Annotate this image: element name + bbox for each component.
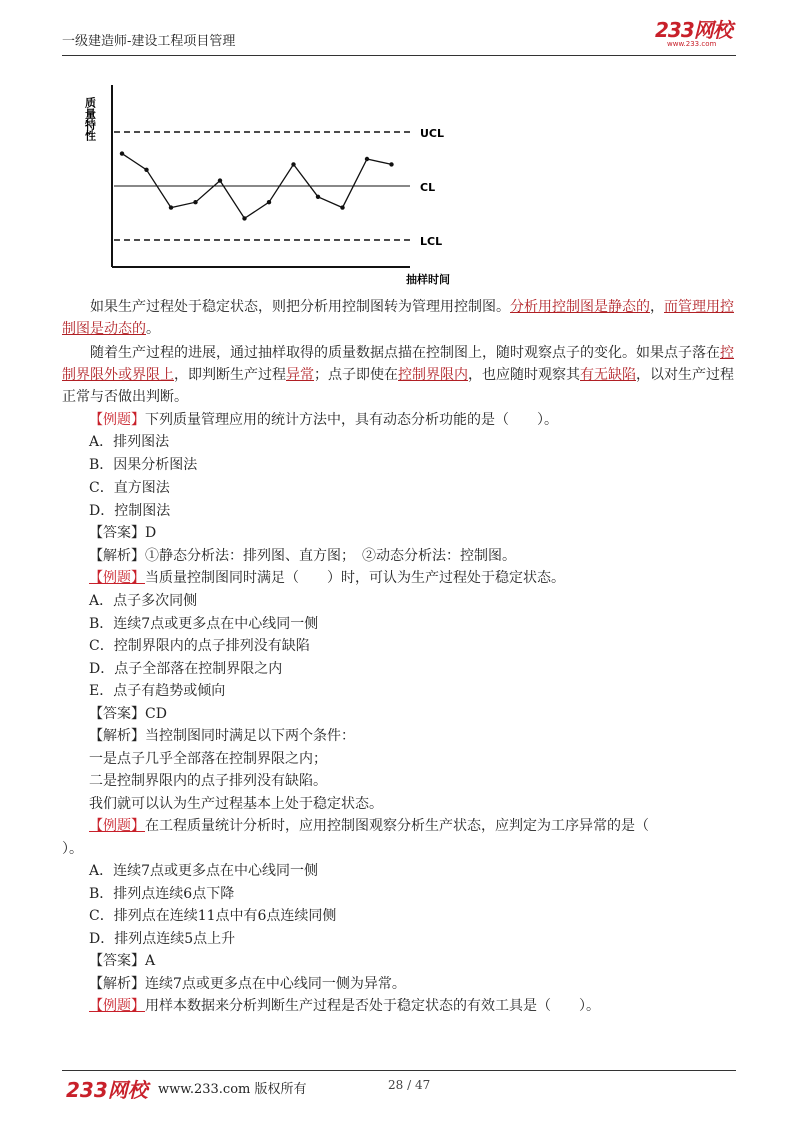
q2-analysis: 二是控制界限内的点子排列没有缺陷。 [89,773,327,789]
header-title: 一级建造师-建设工程项目管理 [62,34,236,49]
q1-answer: 【答案】D [89,525,157,541]
logo-text: 233网校 [655,18,732,42]
footer-copyright: www.233.com 版权所有 [158,1082,307,1097]
q1-analysis: 【解析】①静态分析法：排列图、直方图； ②动态分析法：控制图。 [89,548,516,564]
q2-option: D．点子全部落在控制界限之内 [89,661,283,677]
q2-answer: 【答案】CD [89,706,167,722]
x-axis-label: 抽样时间 [406,273,450,285]
paragraph-2: 随着生产过程的进展，通过抽样取得的质量数据点描在控制图上，随时观察点子的变化。如果点子落在控制界限外或界限上，即判断生产过程异常；点子即使在控制界限内，也应随时观察其有无缺陷，以对生产过程正常与否做出判断。 [62,345,734,405]
footer-rule [62,1070,736,1071]
q3-option: D．排列点连续5点上升 [89,931,236,947]
y-axis-label: 质量特性 [83,97,97,141]
data-point [193,200,197,204]
data-point [242,216,246,220]
data-point [120,151,124,155]
footer-logo[interactable]: 233网校 [66,1078,148,1102]
data-point [316,195,320,199]
logo-url: www.233.com [667,40,717,48]
q2-stem: 【例题】当质量控制图同时满足（ ）时，可认为生产过程处于稳定状态。 [89,570,565,586]
control-chart [80,75,460,285]
lcl-label: LCL [420,235,443,248]
page-number: 28 / 47 [388,1078,431,1092]
data-point [169,205,173,209]
data-point [144,168,148,172]
q1-option: B．因果分析图法 [89,457,198,473]
cl-label: CL [420,181,436,194]
q3-answer: 【答案】A [89,953,156,969]
data-point [340,205,344,209]
q3-stem: 【例题】在工程质量统计分析时，应用控制图观察分析生产状态，应判定为工序异常的是（ [89,818,649,834]
q1-option: D．控制图法 [89,503,171,519]
data-point [218,178,222,182]
paragraph-1: 如果生产过程处于稳定状态，则把分析用控制图转为管理用控制图。分析用控制图是静态的，而管理用控制图是动态的。 [62,299,734,337]
q1-option: A．排列图法 [89,434,170,450]
header-rule [62,55,736,56]
brand-logo[interactable] [655,20,735,52]
q2-analysis: 【解析】当控制图同时满足以下两个条件： [89,728,355,744]
q3-stem-cont: ）。 [62,841,83,857]
q2-analysis: 一是点子几乎全部落在控制界限之内； [89,751,327,767]
data-point [267,200,271,204]
q4-stem: 【例题】用样本数据来分析判断生产过程是否处于稳定状态的有效工具是（ ）。 [89,998,600,1014]
q2-option: A．点子多次同侧 [89,593,198,609]
data-point [389,162,393,166]
q2-analysis: 我们就可以认为生产过程基本上处于稳定状态。 [89,796,383,812]
q2-option: C．控制界限内的点子排列没有缺陷 [89,638,310,654]
q3-analysis: 【解析】连续7点或更多点在中心线同一侧为异常。 [89,976,406,992]
q2-option: B．连续7点或更多点在中心线同一侧 [89,616,319,632]
q3-option: B．排列点连续6点下降 [89,886,235,902]
ucl-label: UCL [420,127,445,140]
q3-option: A．连续7点或更多点在中心线同一侧 [89,863,319,879]
data-point [291,162,295,166]
q1-stem: 【例题】下列质量管理应用的统计方法中，具有动态分析功能的是（ ）。 [89,412,558,428]
q2-option: E．点子有趋势或倾向 [89,683,226,699]
q1-option: C．直方图法 [89,480,170,496]
data-point [365,157,369,161]
q3-option: C．排列点在连续11点中有6点连续同侧 [89,908,337,924]
